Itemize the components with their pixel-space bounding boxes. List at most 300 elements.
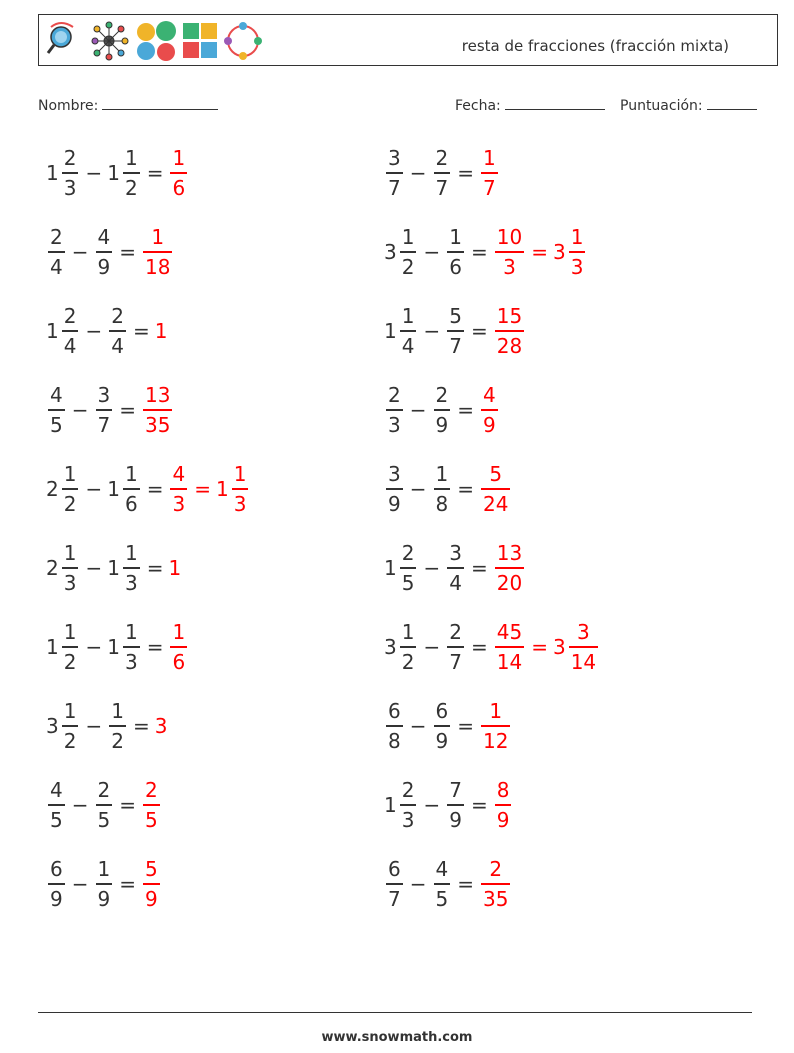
fraction [62,541,79,595]
whole-number: 2 [46,556,59,580]
fraction-bar [386,409,403,411]
numerator: 1 [124,620,138,644]
date-label: Fecha: [455,98,501,114]
equals-sign: = [146,161,164,185]
whole-number: 1 [215,477,229,501]
denominator: 6 [172,176,186,200]
header-icons [45,19,269,63]
numerator: 8 [496,778,510,802]
numerator: 13 [496,541,523,565]
numerator: 15 [496,304,523,328]
problem [46,377,174,443]
fraction [447,778,464,832]
equals-sign: = [470,556,488,580]
denominator: 6 [124,492,138,516]
fraction-bar [481,488,510,490]
denominator: 7 [449,334,462,358]
fraction [400,304,417,358]
numerator: 4 [50,778,63,802]
equals-sign: = [119,872,136,896]
denominator: 3 [401,808,415,832]
fraction [400,225,417,279]
problem [46,219,174,285]
denominator: 6 [172,650,186,674]
numerator: 6 [50,857,63,881]
problem [384,772,513,838]
numerator: 1 [401,304,415,328]
fraction-bar [447,567,464,569]
fraction-bar [62,725,79,727]
answer [168,146,189,200]
denominator: 18 [145,255,171,279]
fraction-bar [62,646,79,648]
numerator: 4 [172,462,186,486]
whole-number: 1 [384,556,397,580]
fraction-bar [569,251,586,253]
problem [46,772,162,838]
numerator: 2 [111,304,124,328]
numerator: 3 [388,146,401,170]
numerator: 4 [97,225,111,249]
problem [46,140,189,206]
numerator: 2 [50,225,63,249]
fraction-bar [400,251,417,253]
fraction [386,857,403,911]
denominator: 2 [401,255,415,279]
denominator: 5 [401,571,415,595]
answer [141,778,162,832]
numerator: 1 [172,620,186,644]
numerator: 5 [489,462,503,486]
fraction-bar [170,488,187,490]
fraction [123,146,140,200]
numerator: 5 [449,304,462,328]
numerator: 3 [97,383,111,407]
fraction-bar [109,330,126,332]
problem [46,851,162,917]
footer-url: www.snowmath.com [321,1030,473,1045]
fraction [495,304,524,358]
numerator: 1 [401,225,415,249]
minus-sign: − [85,714,103,738]
date-line[interactable] [505,95,605,110]
numerator: 1 [151,225,165,249]
whole-number: 1 [107,635,120,659]
footer-divider [38,1012,752,1013]
puzzle-icon [183,23,217,58]
fraction [62,146,79,200]
equals-sign: = [531,240,548,264]
fraction [170,462,187,516]
fraction [143,225,172,279]
numerator: 1 [63,462,77,486]
fraction [109,699,126,753]
fraction-bar [96,883,113,885]
fraction [447,225,464,279]
denominator: 4 [401,334,415,358]
answer [155,714,169,738]
fraction-bar [123,172,140,174]
name-label: Nombre: [38,98,99,114]
numerator: 4 [435,857,449,881]
equals-sign: = [119,240,136,264]
problem [384,851,512,917]
whole-number: 3 [552,240,566,264]
denominator: 2 [124,176,138,200]
numerator: 1 [97,857,111,881]
header-box [38,14,778,66]
fraction [48,857,65,911]
minus-sign: − [71,240,89,264]
fraction-bar [447,804,464,806]
equals-sign: = [457,398,474,422]
fraction [434,146,451,200]
denominator: 5 [97,808,111,832]
score-field [620,95,757,114]
fraction-bar [96,251,113,253]
denominator: 2 [63,492,77,516]
equals-sign: = [470,240,488,264]
fraction [386,699,403,753]
fraction [434,383,451,437]
minus-sign: − [71,398,89,422]
fraction-bar [447,251,464,253]
numerator: 1 [124,146,138,170]
fraction-bar [143,251,172,253]
minus-sign: − [85,319,103,343]
fraction-bar [170,646,187,648]
denominator: 9 [435,413,449,437]
whole-number: 1 [46,319,59,343]
equals-sign: = [132,714,150,738]
numerator: 6 [388,857,401,881]
fraction-bar [434,883,451,885]
fraction [62,304,79,358]
problem [384,219,587,285]
fraction-bar [123,567,140,569]
fraction [481,462,510,516]
score-label: Puntuación: [620,98,703,114]
denominator: 7 [388,176,401,200]
fraction [495,778,512,832]
denominator: 7 [483,176,496,200]
fraction-bar [447,646,464,648]
denominator: 9 [388,492,401,516]
problem [46,535,182,601]
fraction-bar [434,488,451,490]
fraction-bar [143,409,172,411]
denominator: 35 [145,413,171,437]
answer [155,319,169,343]
fraction [569,225,586,279]
denominator: 3 [172,492,186,516]
equals-sign: = [470,635,488,659]
numerator: 13 [145,383,171,407]
whole-number: 1 [107,477,120,501]
fraction [143,857,160,911]
fraction-bar [434,725,451,727]
numerator: 2 [63,304,77,328]
denominator: 3 [570,255,584,279]
numerator: 1 [483,146,496,170]
minus-sign: − [409,398,427,422]
fraction [96,778,113,832]
numerator: 2 [401,778,415,802]
denominator: 3 [233,492,247,516]
fraction-bar [386,172,403,174]
fraction-bar [434,409,451,411]
fraction-bar [48,251,65,253]
fraction [143,383,172,437]
minus-sign: − [85,556,103,580]
numerator: 2 [97,778,111,802]
whole-number: 1 [46,635,59,659]
equals-sign: = [194,477,211,501]
fraction [434,699,451,753]
denominator: 8 [435,492,449,516]
numerator: 1 [401,620,415,644]
fraction-bar [96,409,113,411]
numerator: 6 [388,699,401,723]
fraction [123,620,140,674]
denominator: 14 [496,650,523,674]
minus-sign: − [71,793,89,817]
equals-sign: = [146,477,164,501]
whole-number: 3 [46,714,59,738]
minus-sign: − [423,319,441,343]
fraction-bar [495,330,524,332]
equals-sign: = [457,161,474,185]
problem [384,693,512,759]
denominator: 12 [483,729,509,753]
fraction-bar [62,567,79,569]
equals-sign: = [470,793,488,817]
score-line[interactable] [707,95,757,110]
numerator: 2 [63,146,77,170]
denominator: 4 [449,571,462,595]
fraction-bar [170,172,187,174]
fraction [386,146,403,200]
minus-sign: − [409,477,427,501]
numerator: 1 [124,541,138,565]
problem [46,298,168,364]
fraction-bar [481,172,498,174]
denominator: 9 [496,808,510,832]
numerator: 2 [388,383,401,407]
minus-sign: − [423,556,441,580]
numerator: 6 [435,699,449,723]
fraction [96,225,113,279]
denominator: 9 [449,808,462,832]
denominator: 3 [124,571,138,595]
fraction-bar [400,804,417,806]
answer [168,462,250,516]
numerator: 1 [63,699,77,723]
fraction-bar [495,804,512,806]
fraction [481,699,510,753]
denominator: 5 [50,413,63,437]
problem [384,377,500,443]
numerator: 45 [496,620,523,644]
denominator: 7 [97,413,111,437]
problem [384,140,500,206]
fraction-bar [62,330,79,332]
fraction-bar [48,409,65,411]
numerator: 5 [145,857,158,881]
fraction-bar [447,330,464,332]
equals-sign: = [119,793,136,817]
numerator: 1 [124,462,138,486]
minus-sign: − [85,635,103,659]
name-line[interactable] [102,95,218,110]
fraction [481,857,510,911]
fraction-bar [62,172,79,174]
denominator: 9 [97,887,111,911]
fraction [96,383,113,437]
equals-sign: = [146,556,164,580]
numerator: 4 [50,383,63,407]
people-cycle-icon [224,22,262,60]
denominator: 2 [401,650,415,674]
minus-sign: − [409,872,427,896]
whole-number: 3 [384,635,397,659]
fraction-bar [62,488,79,490]
denominator: 3 [503,255,516,279]
fraction [386,383,403,437]
fraction [170,620,187,674]
whole-number: 1 [107,161,120,185]
denominator: 3 [124,650,138,674]
problem [384,298,526,364]
numerator: 1 [489,699,503,723]
fraction [495,620,524,674]
fraction-bar [386,488,403,490]
denominator: 7 [435,176,449,200]
fraction [48,225,65,279]
denominator: 14 [570,650,597,674]
fraction [481,146,498,200]
fraction [123,462,140,516]
fraction-bar [481,883,510,885]
denominator: 2 [111,729,124,753]
denominator: 3 [388,413,401,437]
denominator: 4 [63,334,77,358]
fraction-bar [109,725,126,727]
fraction [62,699,79,753]
fraction-bar [143,804,160,806]
denominator: 3 [63,571,77,595]
numerator: 1 [233,462,247,486]
answer [141,857,162,911]
denominator: 7 [388,887,401,911]
denominator: 9 [483,413,496,437]
problem [384,535,526,601]
fraction [400,541,417,595]
fraction [123,541,140,595]
fraction-bar [143,883,160,885]
fraction [400,620,417,674]
denominator: 35 [483,887,509,911]
answer [141,383,174,437]
denominator: 9 [97,255,111,279]
fraction [143,778,160,832]
minus-sign: − [409,161,427,185]
fraction-bar [123,488,140,490]
whole-number: 1 [384,793,397,817]
denominator: 4 [111,334,124,358]
fraction-bar [495,251,524,253]
minus-sign: − [423,240,441,264]
equals-sign: = [470,319,488,343]
fraction [48,778,65,832]
fraction [447,620,464,674]
numerator: 2 [435,383,449,407]
answer [479,857,512,911]
fraction-bar [386,725,403,727]
fraction-bar [400,567,417,569]
whole-number: 1 [154,319,168,343]
numerator: 2 [435,146,449,170]
numerator: 7 [449,778,462,802]
fraction-bar [400,646,417,648]
answer [493,541,526,595]
whole-number: 1 [384,319,397,343]
numerator: 1 [63,541,77,565]
equals-sign: = [132,319,150,343]
answer [141,225,174,279]
magnifier-icon [48,23,73,53]
answer [493,620,600,674]
numerator: 1 [63,620,77,644]
minus-sign: − [409,714,427,738]
denominator: 7 [449,650,462,674]
fraction-bar [434,172,451,174]
fraction-bar [48,804,65,806]
fraction [62,462,79,516]
fraction [495,225,524,279]
numerator: 1 [435,462,449,486]
fraction [386,462,403,516]
whole-number: 3 [384,240,397,264]
fraction [400,778,417,832]
fraction [434,857,451,911]
numerator: 2 [401,541,415,565]
numerator: 1 [111,699,124,723]
fraction-bar [232,488,249,490]
fraction [495,541,524,595]
minus-sign: − [423,793,441,817]
numerator: 1 [172,146,186,170]
whole-number: 1 [168,556,182,580]
answer [493,778,514,832]
fraction-bar [495,567,524,569]
answer [479,699,512,753]
numerator: 3 [388,462,401,486]
answer [479,146,500,200]
denominator: 20 [496,571,523,595]
answer [168,556,182,580]
answer [479,383,500,437]
answer [493,304,526,358]
whole-number: 3 [552,635,566,659]
equals-sign: = [146,635,164,659]
numerator: 10 [496,225,523,249]
denominator: 5 [50,808,63,832]
worksheet-title: resta de fracciones (fracción mixta) [461,37,729,55]
fraction [447,304,464,358]
fraction [569,620,598,674]
numerator: 3 [449,541,462,565]
